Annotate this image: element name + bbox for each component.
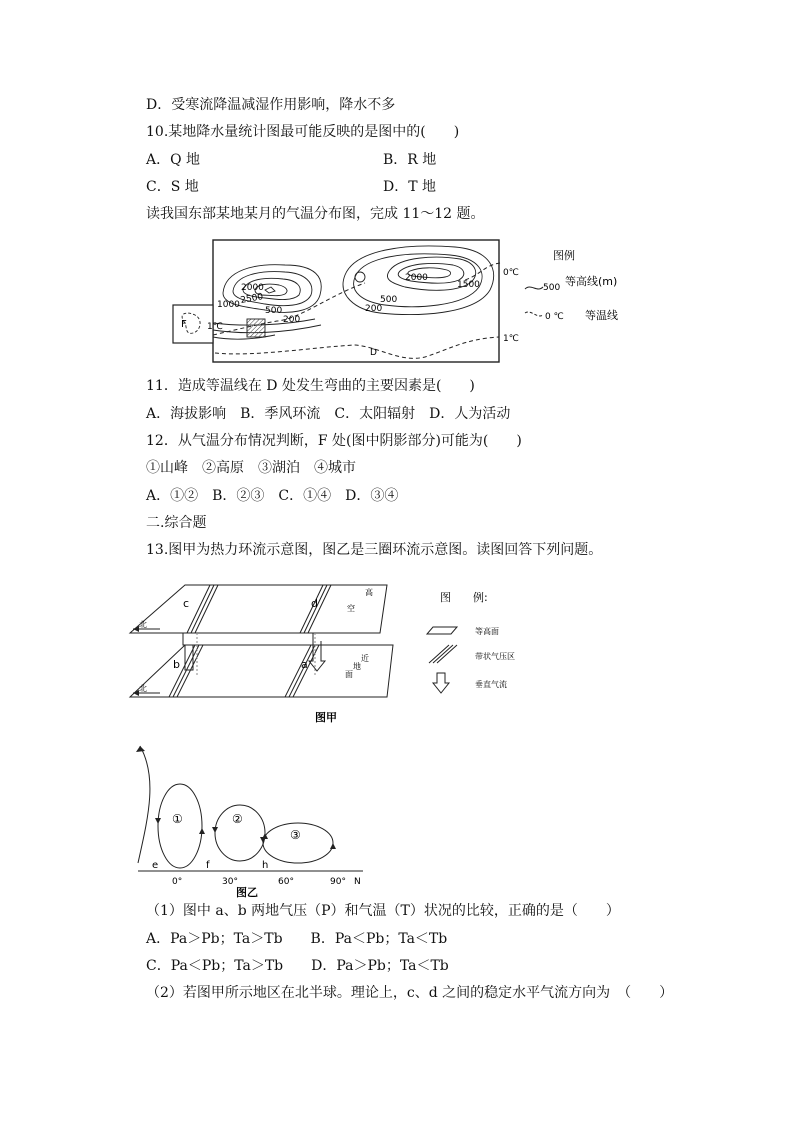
question-10: 10.某地降水量统计图最可能反映的是图中的( ) [146, 124, 460, 140]
near-label: 近 [361, 654, 369, 663]
contour-label: 2000 [405, 273, 428, 283]
label-f: F [181, 319, 187, 330]
contour-label: 2500 [239, 292, 265, 306]
contour-label: 1000 [217, 300, 240, 310]
label-e: e [152, 860, 159, 871]
q11-options: A．海拔影响 B．季风环流 C．太阳辐射 D．人为活动 [146, 406, 511, 422]
fig2-caption: 图乙 [236, 886, 258, 898]
question-11: 11．造成等温线在 D 处发生弯曲的主要因素是( ) [146, 378, 475, 394]
label-c: c [183, 597, 190, 610]
subquestion-1: （1）图中 a、b 两地气压（P）和气温（T）状况的比较，正确的是（ ） [146, 903, 620, 919]
label-d: D [370, 348, 377, 358]
section-heading: 二.综合题 [146, 515, 207, 531]
label-f: f [206, 860, 210, 871]
tick-0: 0° [172, 877, 183, 887]
contour-label: 200 [283, 315, 301, 325]
temperature-map [165, 235, 665, 370]
sub1-options-ab: A．Pa＞Pb；Ta＞Tb B．Pa＜Pb；Ta＜Tb [146, 931, 448, 947]
subquestion-2: （2）若图甲所示地区在北半球。理论上，c、d 之间的稳定水平气流方向为 （ ） [146, 985, 674, 1001]
contour-label: 500 [380, 295, 398, 305]
question-12: 12．从气温分布情况判断，F 处(图中阴影部分)可能为( ) [146, 433, 522, 449]
tick-30: 30° [222, 877, 238, 887]
legend-contour-label: 等高线(m) [565, 275, 618, 288]
isotherm-label: 0℃ [503, 268, 519, 278]
q10-option-c: C．S 地 [146, 179, 199, 195]
legend-isotherm-value: 0 ℃ [545, 312, 564, 322]
surface-label: 面 [345, 670, 353, 679]
north-label: 北 [139, 684, 147, 693]
tick-60: 60° [278, 877, 294, 887]
reading-intro: 读我国东部某地某月的气温分布图，完成 11～12 题。 [146, 206, 485, 222]
legend-plane: 等高面 [475, 627, 499, 636]
q12-choices: ①山峰 ②高原 ③湖泊 ④城市 [146, 460, 356, 476]
fig1-caption: 图甲 [315, 711, 337, 724]
three-cell-figure [118, 738, 378, 898]
high-label: 高 [365, 588, 373, 597]
thermal-circulation-figure [125, 575, 545, 725]
north-label: 北 [139, 620, 147, 629]
cell-3: ③ [290, 828, 301, 842]
contour-label: 1500 [457, 280, 480, 290]
legend-contour-value: 500 [543, 283, 561, 293]
contour-label: 500 [265, 306, 283, 316]
label-h: h [262, 860, 269, 871]
label-b: b [173, 658, 180, 671]
isotherm-label: 1℃ [503, 334, 519, 344]
label-a: a [301, 658, 308, 671]
q12-options: A．①② B．②③ C．①④ D．③④ [146, 488, 399, 504]
question-13: 13.图甲为热力环流示意图，图乙是三圈环流示意图。读图回答下列问题。 [146, 542, 603, 558]
label-d: d [311, 597, 318, 610]
contour-label: 200 [365, 304, 383, 314]
q10-option-b: B．R 地 [383, 152, 437, 168]
sub1-options-cd: C．Pa＜Pb；Ta＞Tb D．Pa＞Pb；Ta＜Tb [146, 958, 449, 974]
tick-90: 90° [330, 877, 346, 887]
fig1-legend-title: 图 例: [440, 591, 488, 604]
cell-2: ② [232, 812, 243, 826]
cell-1: ① [172, 812, 183, 826]
option-d-line: D．受寒流降温减湿作用影响，降水不多 [146, 97, 396, 113]
axis-n: N [354, 877, 361, 887]
ground-label: 地 [353, 662, 361, 671]
legend-isotherm-label: 等温线 [585, 309, 618, 322]
q10-option-d: D．T 地 [383, 179, 437, 195]
legend-arrow: 垂直气流 [475, 680, 507, 689]
q10-option-a: A．Q 地 [146, 152, 201, 168]
isotherm-label: 1℃ [207, 322, 223, 332]
legend-band: 带状气压区 [475, 652, 515, 661]
sky-label: 空 [347, 604, 355, 613]
map-legend-title: 图例 [553, 249, 575, 262]
contour-label: 2000 [241, 283, 264, 293]
